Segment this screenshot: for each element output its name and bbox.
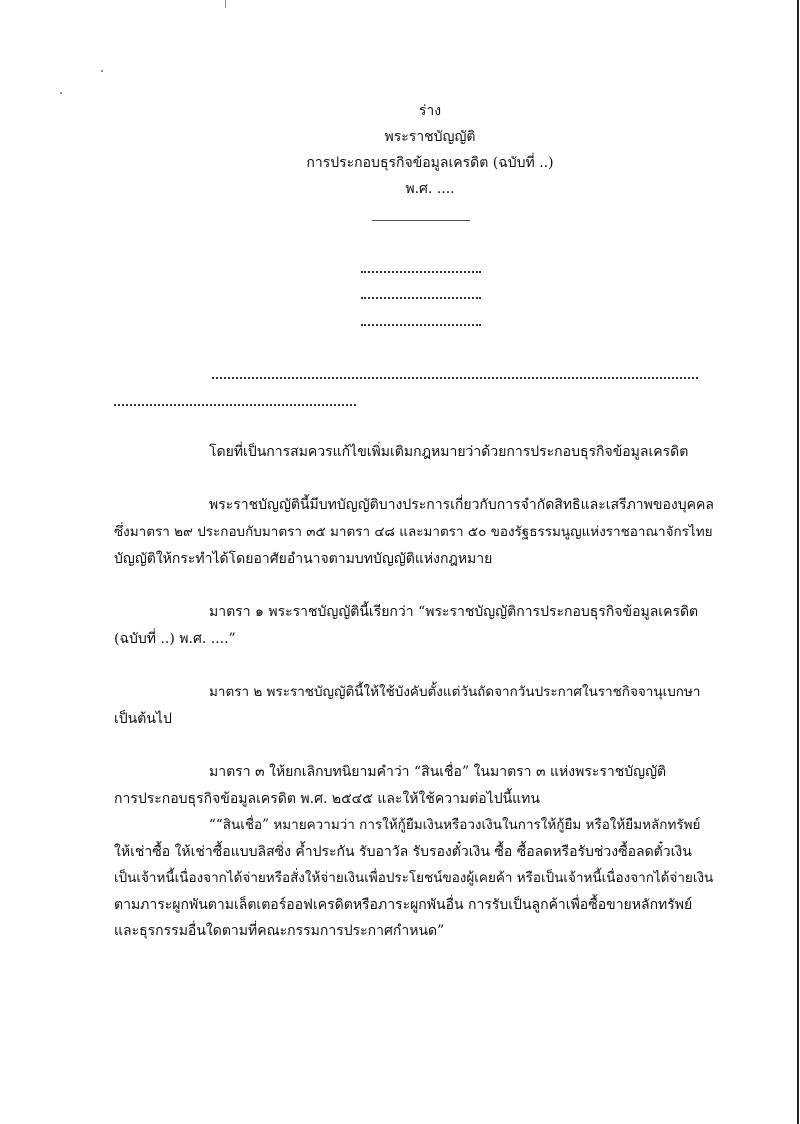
definition-line: และธุรกรรมอื่นใดตามที่คณะกรรมการประกาศกำหนด” [114, 923, 445, 939]
act-type: พระราชบัญญัติ [384, 129, 476, 145]
definition-line: เป็นเจ้าหนี้เนื่องจากได้จ่ายหรือสั่งให้จ่ายเงินเพื่อประโยชน์ของผู้เคยค้า หรือเป็นเจ้าหนี้เนื่องจากได้จ่ายเงิน [114, 870, 714, 886]
scan-speck [60, 92, 62, 94]
section-2-line: เป็นต้นไป [114, 711, 172, 727]
title-divider [372, 220, 470, 221]
draft-label: ร่าง [418, 103, 442, 119]
definition-line: ““สินเชื่อ” หมายความว่า การให้กู้ยืมเงินหรือวงเงินในการให้กู้ยืม หรือให้ยืมหลักทรัพย์ [209, 817, 701, 833]
dotted-placeholder-line [361, 324, 481, 326]
section-3-line: มาตรา ๓ ให้ยกเลิกบทนิยามคำว่า “สินเชื่อ” ในมาตรา ๓ แห่งพระราชบัญญัติ [209, 764, 667, 780]
section-2-line: มาตรา ๒ พระราชบัญญัตินี้ให้ใช้บังคับตั้งแต่วันถัดจากวันประกาศในราชกิจจานุเบกษา [209, 684, 701, 700]
dotted-placeholder-line [212, 377, 698, 379]
title-block [0, 98, 800, 202]
scan-mark [225, 0, 226, 8]
rights-clause-line: บัญญัติให้กระทำได้โดยอาศัยอำนาจตามบทบัญญัติแห่งกฎหมาย [114, 551, 493, 567]
section-1-line: มาตรา ๑ พระราชบัญญัตินี้เรียกว่า “พระราชบัญญัติการประกอบธุรกิจข้อมูลเครดิต [209, 604, 699, 620]
definition-line: ตามภาระผูกพันตามเล็ตเตอร์ออฟเครดิตหรือภาระผูกพันอื่น การรับเป็นลูกค้าเพื่อซื้อขายหลักทรัพย์ [114, 897, 693, 913]
dotted-placeholder-line [114, 404, 356, 406]
act-name: การประกอบธุรกิจข้อมูลเครดิต (ฉบับที่ ..) [306, 155, 554, 171]
dotted-placeholder-line [361, 271, 481, 273]
preamble-text: โดยที่เป็นการสมควรแก้ไขเพิ่มเติมกฎหมายว่าด้วยการประกอบธุรกิจข้อมูลเครดิต [209, 444, 689, 460]
section-3-line: การประกอบธุรกิจข้อมูลเครดิต พ.ศ. ๒๕๔๕ และให้ใช้ความต่อไปนี้แทน [114, 791, 540, 807]
rights-clause-line: ซึ่งมาตรา ๒๙ ประกอบกับมาตรา ๓๕ มาตรา ๔๘ และมาตรา ๕๐ ของรัฐธรรมนูญแห่งราชอาณาจักรไทย [114, 524, 713, 540]
rights-clause-line: พระราชบัญญัตินี้มีบทบัญญัติบางประการเกี่ยวกับการจำกัดสิทธิและเสรีภาพของบุคคล [209, 497, 714, 513]
scan-speck [101, 70, 103, 72]
section-1-line: (ฉบับที่ ..) พ.ศ. ....” [114, 631, 236, 647]
dotted-placeholder-line [361, 297, 481, 299]
act-year: พ.ศ. .... [405, 181, 455, 197]
definition-line: ให้เช่าซื้อ ให้เช่าซื้อแบบลิสซิ่ง ค้ำประกัน รับอาวัล รับรองตั๋วเงิน ซื้อ ซื้อลดหรือรับช่วงซื้อลดตั๋วเงิน [114, 844, 692, 860]
